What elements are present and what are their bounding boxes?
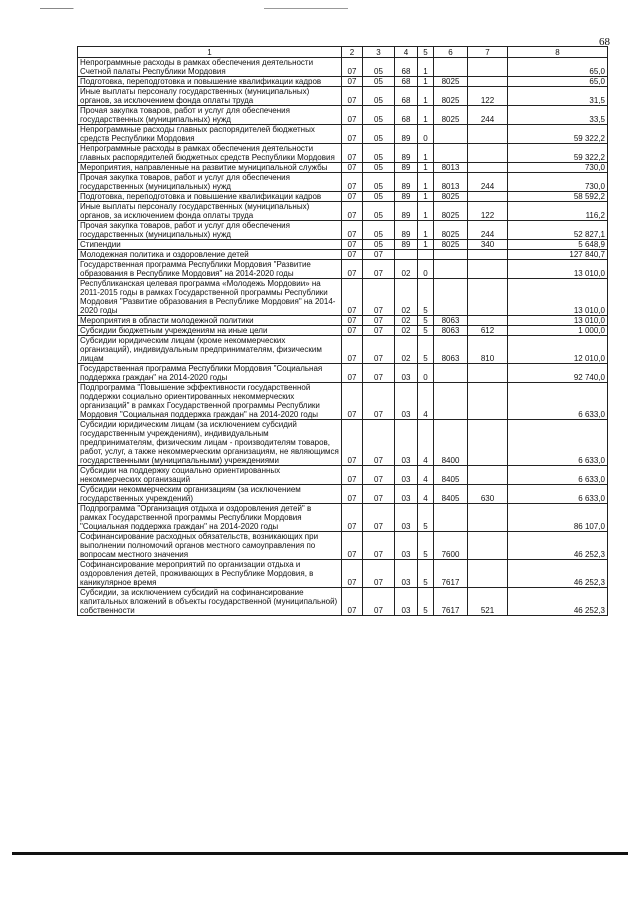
cell-amount: 13 010,0	[508, 260, 608, 279]
cell-subprogram: 5	[418, 326, 434, 336]
cell-expense-type	[468, 125, 508, 144]
cell-direction	[434, 260, 468, 279]
cell-subprogram: 5	[418, 279, 434, 316]
cell-name: Иные выплаты персоналу государственных (муниципальных) органов, за исключением фонда оплаты труда	[78, 87, 342, 106]
table-body	[78, 58, 608, 616]
cell-section: 07	[342, 240, 363, 250]
table-row	[78, 364, 608, 383]
cell-program: 89	[395, 202, 418, 221]
cell-section: 07	[342, 279, 363, 316]
cell-amount: 92 740,0	[508, 364, 608, 383]
cell-amount: 127 840,7	[508, 250, 608, 260]
cell-amount: 12 010,0	[508, 336, 608, 364]
cell-program: 03	[395, 420, 418, 466]
column-header: 8	[508, 47, 608, 58]
cell-section: 07	[342, 144, 363, 163]
cell-subprogram: 5	[418, 316, 434, 326]
cell-direction: 8013	[434, 173, 468, 192]
cell-section: 07	[342, 58, 363, 77]
cell-subsection: 07	[363, 532, 395, 560]
cell-name: Подпрограмма "Повышение эффективности государственной поддержки социально ориентированных некоммерческих организаций" в рамках Государственной программы Республики Мордовия "Социальная поддержка граждан" на 2014-2020 годы	[78, 383, 342, 420]
cell-expense-type	[468, 532, 508, 560]
cell-expense-type	[468, 279, 508, 316]
cell-name: Прочая закупка товаров, работ и услуг для обеспечения государственных (муниципальных) нужд	[78, 173, 342, 192]
cell-program: 89	[395, 144, 418, 163]
cell-subsection: 05	[363, 125, 395, 144]
cell-name: Мероприятия в области молодежной политики	[78, 316, 342, 326]
cell-program: 03	[395, 466, 418, 485]
cell-section: 07	[342, 106, 363, 125]
cell-direction: 8013	[434, 163, 468, 173]
table-row	[78, 125, 608, 144]
table-row	[78, 588, 608, 616]
table-row	[78, 504, 608, 532]
column-header: 3	[363, 47, 395, 58]
cell-subsection: 07	[363, 466, 395, 485]
table-row	[78, 279, 608, 316]
column-header: 5	[418, 47, 434, 58]
cell-amount: 46 252,3	[508, 560, 608, 588]
cell-subprogram: 1	[418, 221, 434, 240]
cell-expense-type: 521	[468, 588, 508, 616]
cell-name: Субсидии юридическим лицам (кроме некоммерческих организаций), индивидуальным предпринимателям, физическим лицам	[78, 336, 342, 364]
cell-subprogram: 1	[418, 173, 434, 192]
cell-program: 89	[395, 192, 418, 202]
cell-section: 07	[342, 485, 363, 504]
cell-subsection: 07	[363, 336, 395, 364]
cell-direction: 8025	[434, 221, 468, 240]
cell-subsection: 07	[363, 560, 395, 588]
cell-direction: 8063	[434, 316, 468, 326]
cell-section: 07	[342, 125, 363, 144]
cell-amount: 52 827,1	[508, 221, 608, 240]
budget-table	[77, 46, 608, 616]
cell-direction	[434, 250, 468, 260]
cell-direction: 8063	[434, 336, 468, 364]
table-row	[78, 173, 608, 192]
cell-direction	[434, 125, 468, 144]
cell-name: Софинансирование мероприятий по организации отдыха и оздоровления детей, проживающих в Республике Мордовия, в каникулярное время	[78, 560, 342, 588]
cell-direction: 8025	[434, 202, 468, 221]
table-row	[78, 106, 608, 125]
cell-subprogram: 5	[418, 532, 434, 560]
cell-subsection: 05	[363, 144, 395, 163]
cell-amount: 1 000,0	[508, 326, 608, 336]
cell-program: 03	[395, 383, 418, 420]
cell-section: 07	[342, 336, 363, 364]
cell-subsection: 05	[363, 163, 395, 173]
cell-subsection: 07	[363, 326, 395, 336]
cell-subprogram: 0	[418, 125, 434, 144]
cell-program: 68	[395, 77, 418, 87]
cell-name: Подготовка, переподготовка и повышение квалификации кадров	[78, 77, 342, 87]
cell-direction: 8025	[434, 106, 468, 125]
cell-amount: 31,5	[508, 87, 608, 106]
cell-subprogram: 1	[418, 202, 434, 221]
cell-section: 07	[342, 316, 363, 326]
cell-program: 89	[395, 125, 418, 144]
cell-amount: 13 010,0	[508, 279, 608, 316]
cell-program: 02	[395, 316, 418, 326]
cell-program: 89	[395, 221, 418, 240]
cell-amount: 6 633,0	[508, 383, 608, 420]
cell-expense-type: 122	[468, 87, 508, 106]
cell-expense-type: 122	[468, 202, 508, 221]
cell-program: 03	[395, 560, 418, 588]
cell-subprogram: 0	[418, 260, 434, 279]
cell-section: 07	[342, 326, 363, 336]
table-row	[78, 250, 608, 260]
cell-subsection: 07	[363, 485, 395, 504]
header-row	[78, 47, 608, 58]
cell-expense-type: 340	[468, 240, 508, 250]
cell-section: 07	[342, 202, 363, 221]
cell-program: 02	[395, 279, 418, 316]
cell-name: Субсидии некоммерческим организациям (за исключением государственных учреждений)	[78, 485, 342, 504]
cell-subprogram: 5	[418, 336, 434, 364]
cell-amount: 58 592,2	[508, 192, 608, 202]
column-header: 6	[434, 47, 468, 58]
cell-program: 02	[395, 260, 418, 279]
table-row	[78, 163, 608, 173]
cell-direction: 8405	[434, 485, 468, 504]
cell-direction: 7617	[434, 588, 468, 616]
table-row	[78, 383, 608, 420]
cell-expense-type: 630	[468, 485, 508, 504]
cell-amount: 59 322,2	[508, 125, 608, 144]
cell-name: Субсидии на поддержку социально ориентированных некоммерческих организаций	[78, 466, 342, 485]
cell-name: Подпрограмма "Организация отдыха и оздоровления детей" в рамках Государственной программы Республики Мордовия "Социальная поддержка граждан" на 2014-2020 годы	[78, 504, 342, 532]
cell-direction: 8025	[434, 87, 468, 106]
cell-direction: 8063	[434, 326, 468, 336]
cell-expense-type	[468, 466, 508, 485]
cell-amount: 730,0	[508, 173, 608, 192]
table-row	[78, 420, 608, 466]
cell-subsection: 07	[363, 316, 395, 326]
cell-name: Государственная программа Республики Мордовия "Социальная поддержка граждан" на 2014-2020 годы	[78, 364, 342, 383]
cell-direction	[434, 144, 468, 163]
cell-expense-type	[468, 383, 508, 420]
table-row	[78, 532, 608, 560]
cell-name: Непрограммные расходы в рамках обеспечения деятельности Счетной палаты Республики Мордовия	[78, 58, 342, 77]
cell-subprogram: 1	[418, 144, 434, 163]
cell-expense-type	[468, 250, 508, 260]
column-header: 4	[395, 47, 418, 58]
cell-program: 03	[395, 532, 418, 560]
cell-expense-type	[468, 77, 508, 87]
table-row	[78, 260, 608, 279]
cell-subprogram: 1	[418, 87, 434, 106]
column-header: 2	[342, 47, 363, 58]
cell-name: Прочая закупка товаров, работ и услуг для обеспечения государственных (муниципальных) нужд	[78, 221, 342, 240]
table-row	[78, 485, 608, 504]
cell-program: 03	[395, 485, 418, 504]
cell-subprogram: 4	[418, 485, 434, 504]
cell-subsection: 07	[363, 383, 395, 420]
cell-subsection: 05	[363, 192, 395, 202]
cell-name: Мероприятия, направленные на развитие муниципальной службы	[78, 163, 342, 173]
cell-expense-type	[468, 364, 508, 383]
cell-subsection: 07	[363, 279, 395, 316]
cell-name: Подготовка, переподготовка и повышение квалификации кадров	[78, 192, 342, 202]
cell-section: 07	[342, 260, 363, 279]
cell-amount: 65,0	[508, 58, 608, 77]
table-row	[78, 192, 608, 202]
cell-expense-type: 244	[468, 221, 508, 240]
cell-section: 07	[342, 560, 363, 588]
table-row	[78, 202, 608, 221]
cell-expense-type	[468, 420, 508, 466]
cell-section: 07	[342, 466, 363, 485]
cell-amount: 65,0	[508, 77, 608, 87]
cell-expense-type	[468, 260, 508, 279]
cell-amount: 5 648,9	[508, 240, 608, 250]
cell-section: 07	[342, 364, 363, 383]
cell-subprogram: 4	[418, 466, 434, 485]
cell-program: 68	[395, 106, 418, 125]
cell-program: 03	[395, 504, 418, 532]
cell-program: 89	[395, 173, 418, 192]
cell-subsection: 05	[363, 221, 395, 240]
cell-subsection: 05	[363, 87, 395, 106]
cell-subprogram: 4	[418, 383, 434, 420]
cell-amount: 6 633,0	[508, 420, 608, 466]
cell-section: 07	[342, 87, 363, 106]
cell-program: 68	[395, 58, 418, 77]
cell-expense-type: 244	[468, 106, 508, 125]
cell-section: 07	[342, 588, 363, 616]
cell-expense-type	[468, 144, 508, 163]
cell-direction: 8405	[434, 466, 468, 485]
cell-program: 89	[395, 163, 418, 173]
cell-subprogram	[418, 250, 434, 260]
cell-section: 07	[342, 163, 363, 173]
cell-direction	[434, 279, 468, 316]
cell-amount: 13 010,0	[508, 316, 608, 326]
table-row	[78, 560, 608, 588]
cell-direction	[434, 504, 468, 532]
table-row	[78, 221, 608, 240]
cell-subprogram: 1	[418, 192, 434, 202]
cell-expense-type	[468, 560, 508, 588]
cell-amount: 730,0	[508, 163, 608, 173]
cell-program: 02	[395, 336, 418, 364]
cell-expense-type: 810	[468, 336, 508, 364]
table-row	[78, 240, 608, 250]
cell-direction: 8025	[434, 77, 468, 87]
column-header: 1	[78, 47, 342, 58]
cell-name: Государственная программа Республики Мордовия "Развитие образования в Республике Мордовия" на 2014-2020 годы	[78, 260, 342, 279]
cell-subsection: 07	[363, 364, 395, 383]
cell-subprogram: 0	[418, 364, 434, 383]
table-row	[78, 77, 608, 87]
cell-subsection: 05	[363, 77, 395, 87]
cell-expense-type: 244	[468, 173, 508, 192]
cell-program	[395, 250, 418, 260]
cell-name: Республиканская целевая программа «Молодежь Мордовии» на 2011-2015 годы в рамках Государственной программы Республики Мордовия "Развитие образования в Республике Мордовия" на 2014-2020 годы	[78, 279, 342, 316]
column-header: 7	[468, 47, 508, 58]
cell-section: 07	[342, 532, 363, 560]
page-number: 68	[599, 36, 610, 48]
cell-program: 03	[395, 588, 418, 616]
cell-direction	[434, 58, 468, 77]
cell-direction	[434, 364, 468, 383]
cell-expense-type	[468, 316, 508, 326]
cell-direction: 7600	[434, 532, 468, 560]
cell-amount: 6 633,0	[508, 485, 608, 504]
cell-name: Иные выплаты персоналу государственных (муниципальных) органов, за исключением фонда оплаты труда	[78, 202, 342, 221]
cell-expense-type: 612	[468, 326, 508, 336]
cell-program: 68	[395, 87, 418, 106]
cell-subsection: 05	[363, 106, 395, 125]
table-row	[78, 326, 608, 336]
cell-amount: 6 633,0	[508, 466, 608, 485]
table-row	[78, 58, 608, 77]
cell-direction: 8025	[434, 240, 468, 250]
cell-amount: 116,2	[508, 202, 608, 221]
cell-name: Прочая закупка товаров, работ и услуг для обеспечения государственных (муниципальных) нужд	[78, 106, 342, 125]
cell-section: 07	[342, 383, 363, 420]
cell-section: 07	[342, 504, 363, 532]
table-row	[78, 87, 608, 106]
cell-subsection: 07	[363, 588, 395, 616]
cell-subprogram: 5	[418, 560, 434, 588]
cell-subsection: 05	[363, 58, 395, 77]
cell-name: Субсидии бюджетным учреждениям на иные цели	[78, 326, 342, 336]
table-row	[78, 466, 608, 485]
cell-expense-type	[468, 504, 508, 532]
cell-subprogram: 1	[418, 106, 434, 125]
cell-program: 02	[395, 326, 418, 336]
cell-subprogram: 1	[418, 77, 434, 87]
cell-subsection: 05	[363, 173, 395, 192]
cell-expense-type	[468, 192, 508, 202]
cell-subprogram: 1	[418, 58, 434, 77]
cell-name: Субсидии, за исключением субсидий на софинансирование капитальных вложений в объекты государственной (муниципальной) собственности	[78, 588, 342, 616]
cell-section: 07	[342, 420, 363, 466]
cell-amount: 86 107,0	[508, 504, 608, 532]
cell-subprogram: 1	[418, 163, 434, 173]
cell-name: Стипендии	[78, 240, 342, 250]
cell-subsection: 07	[363, 504, 395, 532]
cell-subprogram: 4	[418, 420, 434, 466]
cell-name: Молодежная политика и оздоровление детей	[78, 250, 342, 260]
cell-subsection: 05	[363, 240, 395, 250]
cell-name: Непрограммные расходы в рамках обеспечения деятельности главных распорядителей бюджетных средств Республики Мордовия	[78, 144, 342, 163]
cell-amount: 46 252,3	[508, 588, 608, 616]
cell-direction: 7617	[434, 560, 468, 588]
cell-name: Софинансирование расходных обязательств, возникающих при выполнении полномочий органов местного самоуправления по вопросам местного значения	[78, 532, 342, 560]
cell-program: 89	[395, 240, 418, 250]
cell-direction	[434, 383, 468, 420]
scan-edge-top	[40, 8, 600, 9]
cell-amount: 46 252,3	[508, 532, 608, 560]
table-row	[78, 144, 608, 163]
bottom-rule	[12, 852, 628, 855]
cell-expense-type	[468, 58, 508, 77]
cell-program: 03	[395, 364, 418, 383]
cell-direction: 8400	[434, 420, 468, 466]
cell-section: 07	[342, 250, 363, 260]
cell-name: Субсидии юридическим лицам (за исключением субсидий государственным учреждениям), индивидуальным предпринимателям, физическим лицам - производителям товаров, работ, услуг, а также некоммерческим организациям, не являющимся государственными (муниципальными) учреждениями	[78, 420, 342, 466]
cell-section: 07	[342, 77, 363, 87]
cell-subsection: 07	[363, 250, 395, 260]
cell-subsection: 05	[363, 202, 395, 221]
cell-section: 07	[342, 192, 363, 202]
cell-amount: 33,5	[508, 106, 608, 125]
cell-amount: 59 322,2	[508, 144, 608, 163]
cell-subprogram: 5	[418, 504, 434, 532]
cell-subsection: 07	[363, 260, 395, 279]
cell-expense-type	[468, 163, 508, 173]
cell-subprogram: 1	[418, 240, 434, 250]
cell-subprogram: 5	[418, 588, 434, 616]
cell-section: 07	[342, 173, 363, 192]
cell-section: 07	[342, 221, 363, 240]
cell-subsection: 07	[363, 420, 395, 466]
cell-name: Непрограммные расходы главных распорядителей бюджетных средств Республики Мордовия	[78, 125, 342, 144]
table-row	[78, 336, 608, 364]
table-row	[78, 316, 608, 326]
cell-direction: 8025	[434, 192, 468, 202]
